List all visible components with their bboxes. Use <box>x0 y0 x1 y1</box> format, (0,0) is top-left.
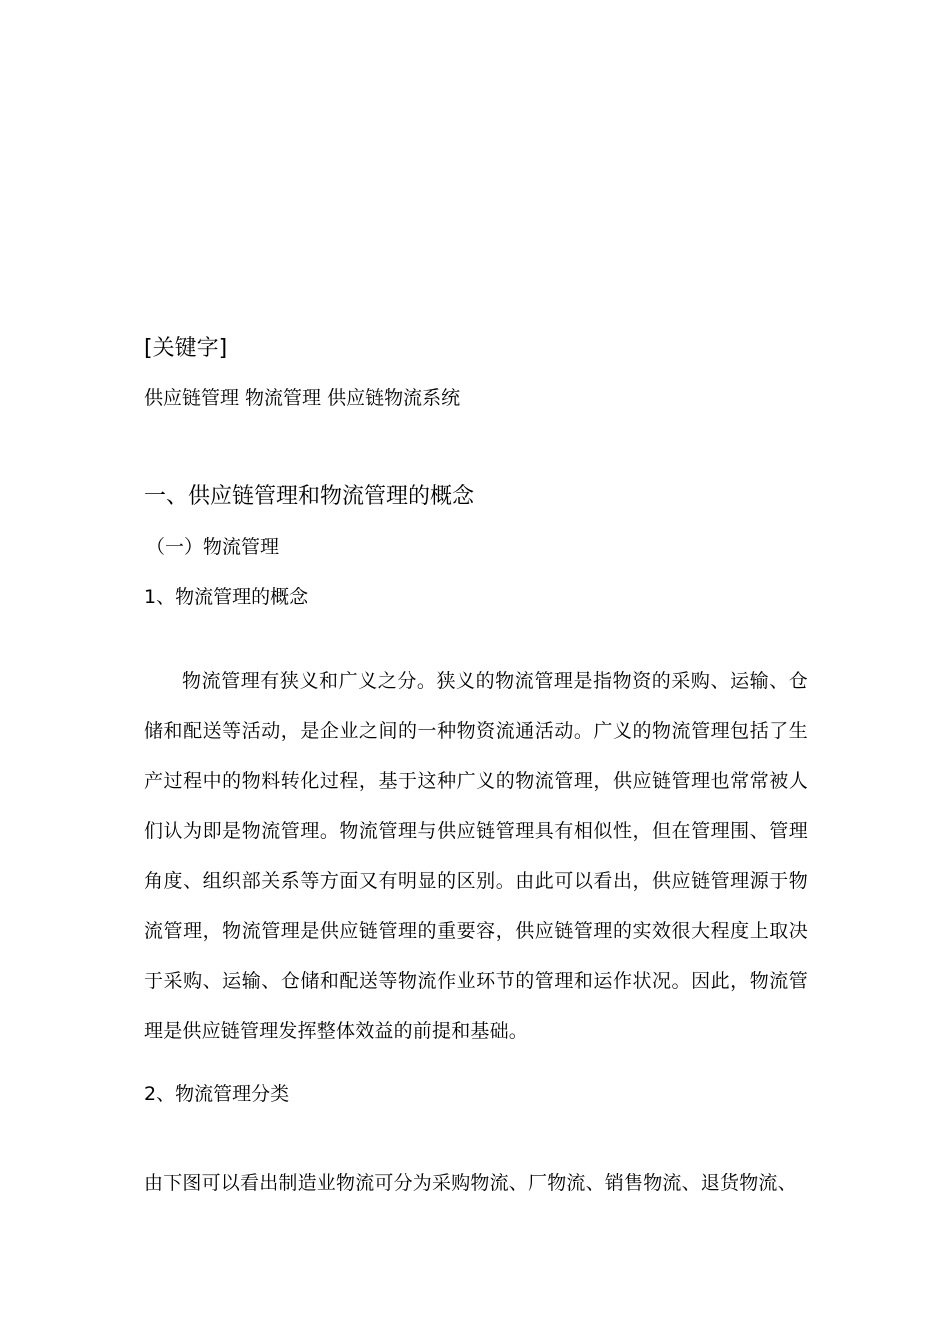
keywords-text: 供应链管理 物流管理 供应链物流系统 <box>144 387 461 409</box>
item-heading-logistics-concept: 1、物流管理的概念 <box>144 586 309 608</box>
paragraph-logistics-concept: 物流管理有狭义和广义之分。狭义的物流管理是指物资的采购、运输、仓储和配送等活动，是企业之间的一种物资流通活动。广义的物流管理包括了生产过程中的物料转化过程，基于这种广义的物流管理，供应链管理也常常被人们认为即是物流管理。物流管理与供应链管理具有相似性，但在管理围、管理角度、组织部关系等方面又有明显的区别。由此可以看出，供应链管理源于物流管理，物流管理是供应链管理的重要容，供应链管理的实效很大程度上取决于采购、运输、仓储和配送等物流作业环节的管理和运作状况。因此，物流管理是供应链管理发挥整体效益的前提和基础。 <box>144 670 808 1042</box>
keywords-heading: [关键字] <box>144 336 228 361</box>
subsection-heading: （一）物流管理 <box>146 536 280 558</box>
item-heading-logistics-classification: 2、物流管理分类 <box>144 1083 290 1105</box>
paragraph-logistics-classification: 由下图可以看出制造业物流可分为采购物流、厂物流、销售物流、退货物流、 <box>144 1172 797 1194</box>
section-heading: 一、供应链管理和物流管理的概念 <box>144 484 475 509</box>
